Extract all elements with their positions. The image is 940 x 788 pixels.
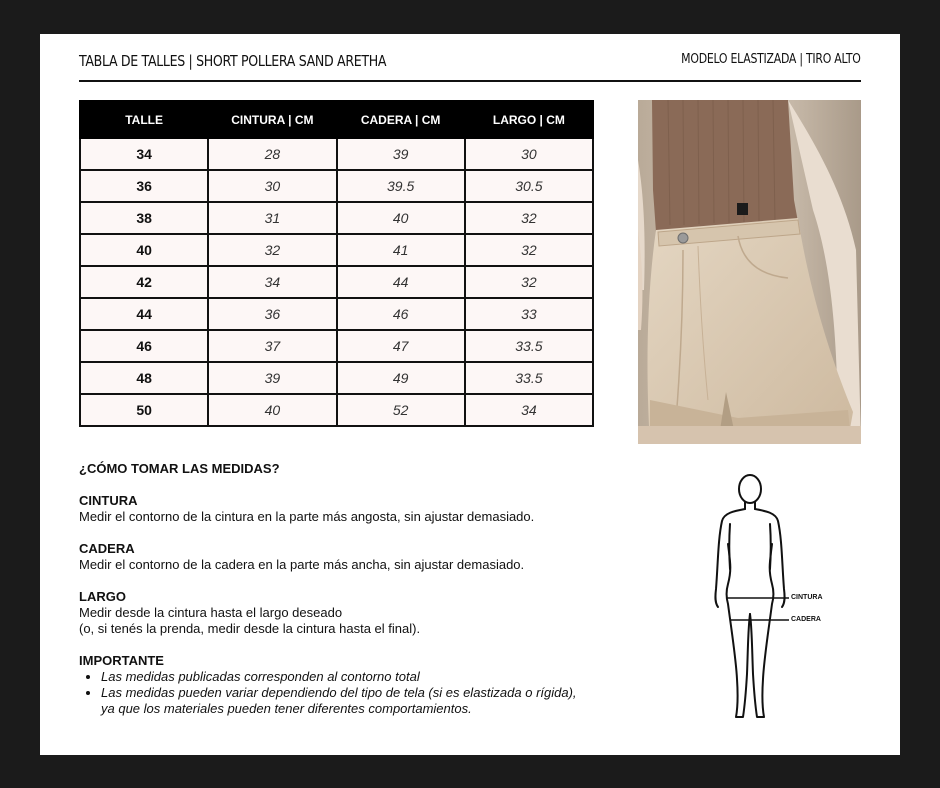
importante-list: [79, 669, 619, 717]
cadera-section: [79, 541, 619, 573]
table-row: [80, 138, 593, 170]
cintura-text: Medir el contorno de la cintura en la parte más angosta, sin ajustar demasiado.: [79, 509, 535, 524]
cadera-cell: 39: [337, 138, 465, 170]
cadera-cell: 39.5: [337, 170, 465, 202]
talle-cell: 34: [80, 138, 208, 170]
table-row: [80, 202, 593, 234]
cadera-cell: 52: [337, 394, 465, 426]
cadera-cell: 46: [337, 298, 465, 330]
table-row: [80, 362, 593, 394]
largo-cell: 33.5: [465, 330, 593, 362]
largo-cell: 30: [465, 138, 593, 170]
talle-cell: 42: [80, 266, 208, 298]
cadera-figure-label: CADERA: [791, 616, 821, 623]
size-table: [79, 100, 594, 427]
cadera-cell: 40: [337, 202, 465, 234]
cintura-cell: 36: [208, 298, 336, 330]
importante-section: [79, 653, 619, 717]
cintura-cell: 39: [208, 362, 336, 394]
largo-cell: 32: [465, 234, 593, 266]
column-header-talle: TALLE: [80, 101, 208, 138]
talle-cell: 44: [80, 298, 208, 330]
largo-cell: 30.5: [465, 170, 593, 202]
table-row: [80, 234, 593, 266]
page-subtitle: MODELO ELASTIZADA | TIRO ALTO: [681, 52, 861, 67]
talle-cell: 48: [80, 362, 208, 394]
cintura-cell: 32: [208, 234, 336, 266]
page-header: [79, 52, 861, 82]
cintura-cell: 37: [208, 330, 336, 362]
cadera-cell: 41: [337, 234, 465, 266]
cadera-title: CADERA: [79, 541, 135, 556]
cadera-cell: 47: [337, 330, 465, 362]
page-title: TABLA DE TALLES | SHORT POLLERA SAND ARETHA: [79, 52, 387, 70]
largo-text-line-2: (o, si tenés la prenda, medir desde la cintura hasta el final).: [79, 621, 421, 636]
cintura-cell: 31: [208, 202, 336, 234]
cintura-cell: 40: [208, 394, 336, 426]
largo-cell: 33: [465, 298, 593, 330]
column-header-cintura: CINTURA | CM: [208, 101, 336, 138]
column-header-cadera: CADERA | CM: [337, 101, 465, 138]
body-silhouette-icon: [710, 469, 790, 721]
importante-bullet-2: [101, 685, 619, 717]
cadera-cell: 49: [337, 362, 465, 394]
talle-cell: 38: [80, 202, 208, 234]
largo-section: [79, 589, 619, 637]
table-row: [80, 330, 593, 362]
largo-cell: 33.5: [465, 362, 593, 394]
largo-title: LARGO: [79, 589, 126, 604]
largo-cell: 32: [465, 202, 593, 234]
body-measurement-figure: [710, 469, 830, 721]
column-header-largo: LARGO | CM: [465, 101, 593, 138]
cintura-cell: 28: [208, 138, 336, 170]
importante-bullet-1: • Las medidas publicadas corresponden al contorno total: [101, 669, 619, 685]
importante-title: IMPORTANTE: [79, 653, 164, 668]
cadera-text: Medir el contorno de la cadera en la parte más ancha, sin ajustar demasiado.: [79, 557, 525, 572]
cadera-cell: 44: [337, 266, 465, 298]
talle-cell: 40: [80, 234, 208, 266]
table-row: [80, 394, 593, 426]
cintura-title: CINTURA: [79, 493, 138, 508]
talle-cell: 46: [80, 330, 208, 362]
table-row: [80, 266, 593, 298]
talle-cell: 50: [80, 394, 208, 426]
cintura-figure-label: CINTURA: [791, 594, 823, 601]
largo-cell: 34: [465, 394, 593, 426]
cintura-section: [79, 493, 619, 525]
importante-bullet-2-line-1: Las medidas pueden variar dependiendo del tipo de tela (si es elastizada o rígida),: [101, 685, 577, 700]
table-row: [80, 298, 593, 330]
product-photo: [638, 100, 861, 444]
table-row: [80, 170, 593, 202]
cintura-cell: 30: [208, 170, 336, 202]
size-chart-sheet: [40, 34, 900, 755]
importante-bullet-2-line-2: ya que los materiales pueden tener diferentes comportamientos.: [101, 701, 472, 716]
table-header-row: [80, 101, 593, 138]
largo-text-line-1: Medir desde la cintura hasta el largo deseado: [79, 605, 343, 620]
guide-heading: ¿CÓMO TOMAR LAS MEDIDAS?: [79, 461, 280, 476]
measuring-guide: [79, 461, 619, 733]
largo-cell: 32: [465, 266, 593, 298]
cintura-cell: 34: [208, 266, 336, 298]
talle-cell: 36: [80, 170, 208, 202]
